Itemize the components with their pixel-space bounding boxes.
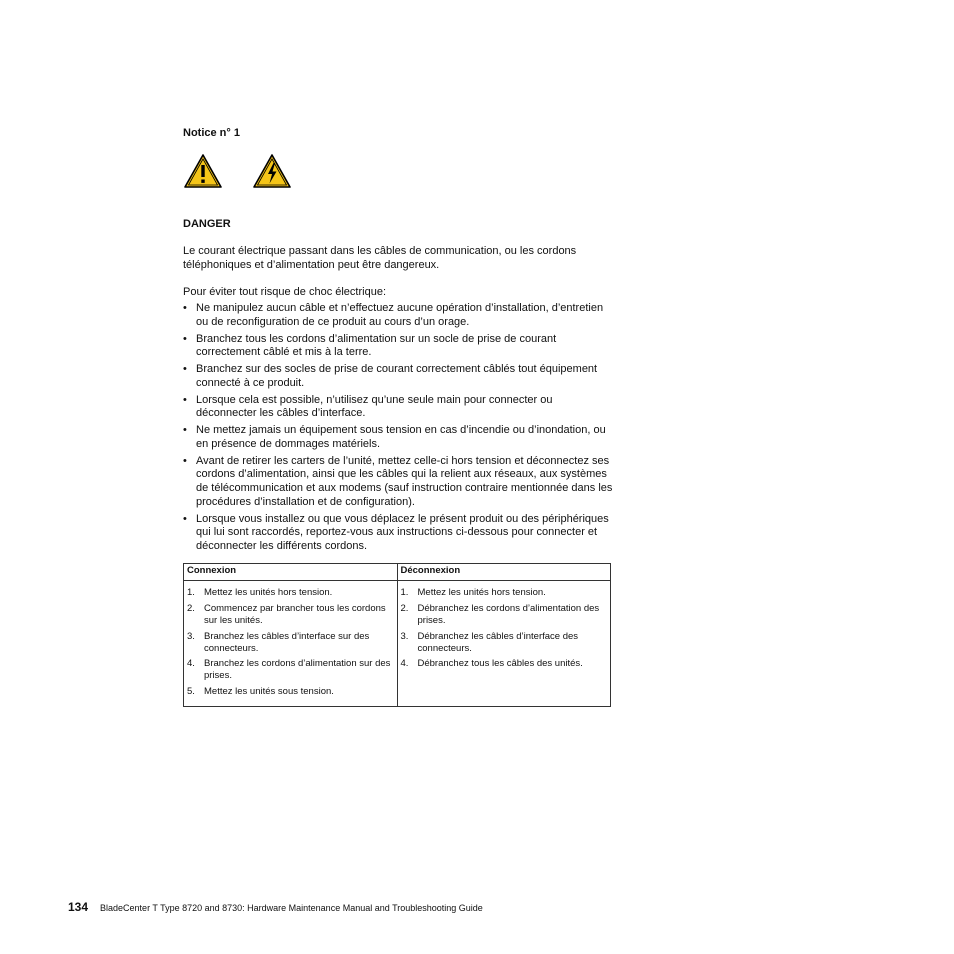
bullet-dot: • — [183, 393, 187, 406]
list-item: • Avant de retirer les carters de l’unité, mettez celle-ci hors tension et déconnectez ses cordons d’alimentation, ainsi que les câbles qui la relient aux réseaux, aux systèmes de télécommunication et aux modems (sauf instruction contraire mentionnée dans les procédures d’installation et de configuration). — [183, 454, 613, 508]
safety-bullet-list — [183, 302, 613, 557]
page-number: 134 — [68, 900, 89, 914]
page-footer — [68, 900, 483, 914]
list-item: 2. Débranchez les cordons d’alimentation des prises. — [400, 602, 600, 626]
footer-title: BladeCenter T Type 8720 and 8730: Hardware Maintenance Manual and Troubleshooting Guide — [100, 903, 483, 913]
list-item: • Branchez tous les cordons d’alimentation sur un socle de prise de courant correctement câblé et mis à la terre. — [183, 332, 557, 359]
deconnexion-steps-cell — [397, 581, 611, 707]
electrical-hazard-icon — [252, 153, 292, 189]
list-item: 1. Mettez les unités hors tension. — [187, 587, 333, 598]
list-item: 5. Mettez les unités sous tension. — [187, 686, 334, 698]
deconnexion-steps-list — [401, 587, 607, 670]
connexion-steps-cell — [184, 581, 398, 707]
warning-exclamation-icon — [183, 153, 223, 189]
list-item: 1. Mettez les unités hors tension. — [400, 587, 546, 598]
bullet-dot: • — [183, 302, 187, 314]
bullet-dot: • — [183, 454, 187, 467]
table-row — [184, 581, 611, 707]
list-item: • Lorsque vous installez ou que vous déplacez le présent produit ou des périphériques qui lui sont raccordés, reportez-vous aux instructions ci-dessous pour connecter et déconnecter les différents cordons. — [183, 512, 609, 552]
column-header-connexion: Connexion — [184, 564, 398, 581]
list-item: • Ne manipulez aucun câble et n’effectuez aucune opération d’installation, d’entretien ou de reconfiguration de ce produit au cours d’un orage. — [183, 302, 604, 328]
bullet-dot: • — [183, 363, 187, 376]
list-item: 3. Débranchez les câbles d’interface des connecteurs. — [400, 630, 579, 654]
danger-label: DANGER — [183, 218, 231, 230]
list-item: 4. Branchez les cordons d’alimentation sur des prises. — [187, 658, 391, 682]
bullet-dot: • — [183, 512, 187, 525]
bullet-dot: • — [183, 332, 187, 345]
list-item: 2. Commencez par brancher tous les cordons sur les unités. — [187, 602, 386, 626]
connexion-steps-list — [187, 587, 393, 698]
connection-steps-table — [183, 563, 611, 707]
list-item: • Branchez sur des socles de prise de courant correctement câblés tout équipement connecté à ce produit. — [183, 363, 598, 389]
list-item: 4. Débranchez tous les câbles des unités. — [400, 658, 583, 670]
table-header-row — [184, 564, 611, 581]
notice-title: Notice n° 1 — [183, 127, 240, 139]
list-item: • Lorsque cela est possible, n’utilisez qu’une seule main pour connecter ou déconnecter les câbles d’interface. — [183, 393, 553, 420]
lead-paragraph: Pour éviter tout risque de choc électrique: — [183, 286, 387, 298]
list-item: • Ne mettez jamais un équipement sous tension en cas d’incendie ou d’inondation, ou en présence de dommages matériels. — [183, 424, 606, 450]
column-header-deconnexion: Déconnexion — [397, 564, 611, 581]
bullet-dot: • — [183, 424, 187, 437]
intro-paragraph: Le courant électrique passant dans les câbles de communication, ou les cordons téléphoniques et d’alimentation peut être dangereux. — [183, 245, 577, 271]
list-item: 3. Branchez les câbles d’interface sur des connecteurs. — [187, 630, 370, 654]
